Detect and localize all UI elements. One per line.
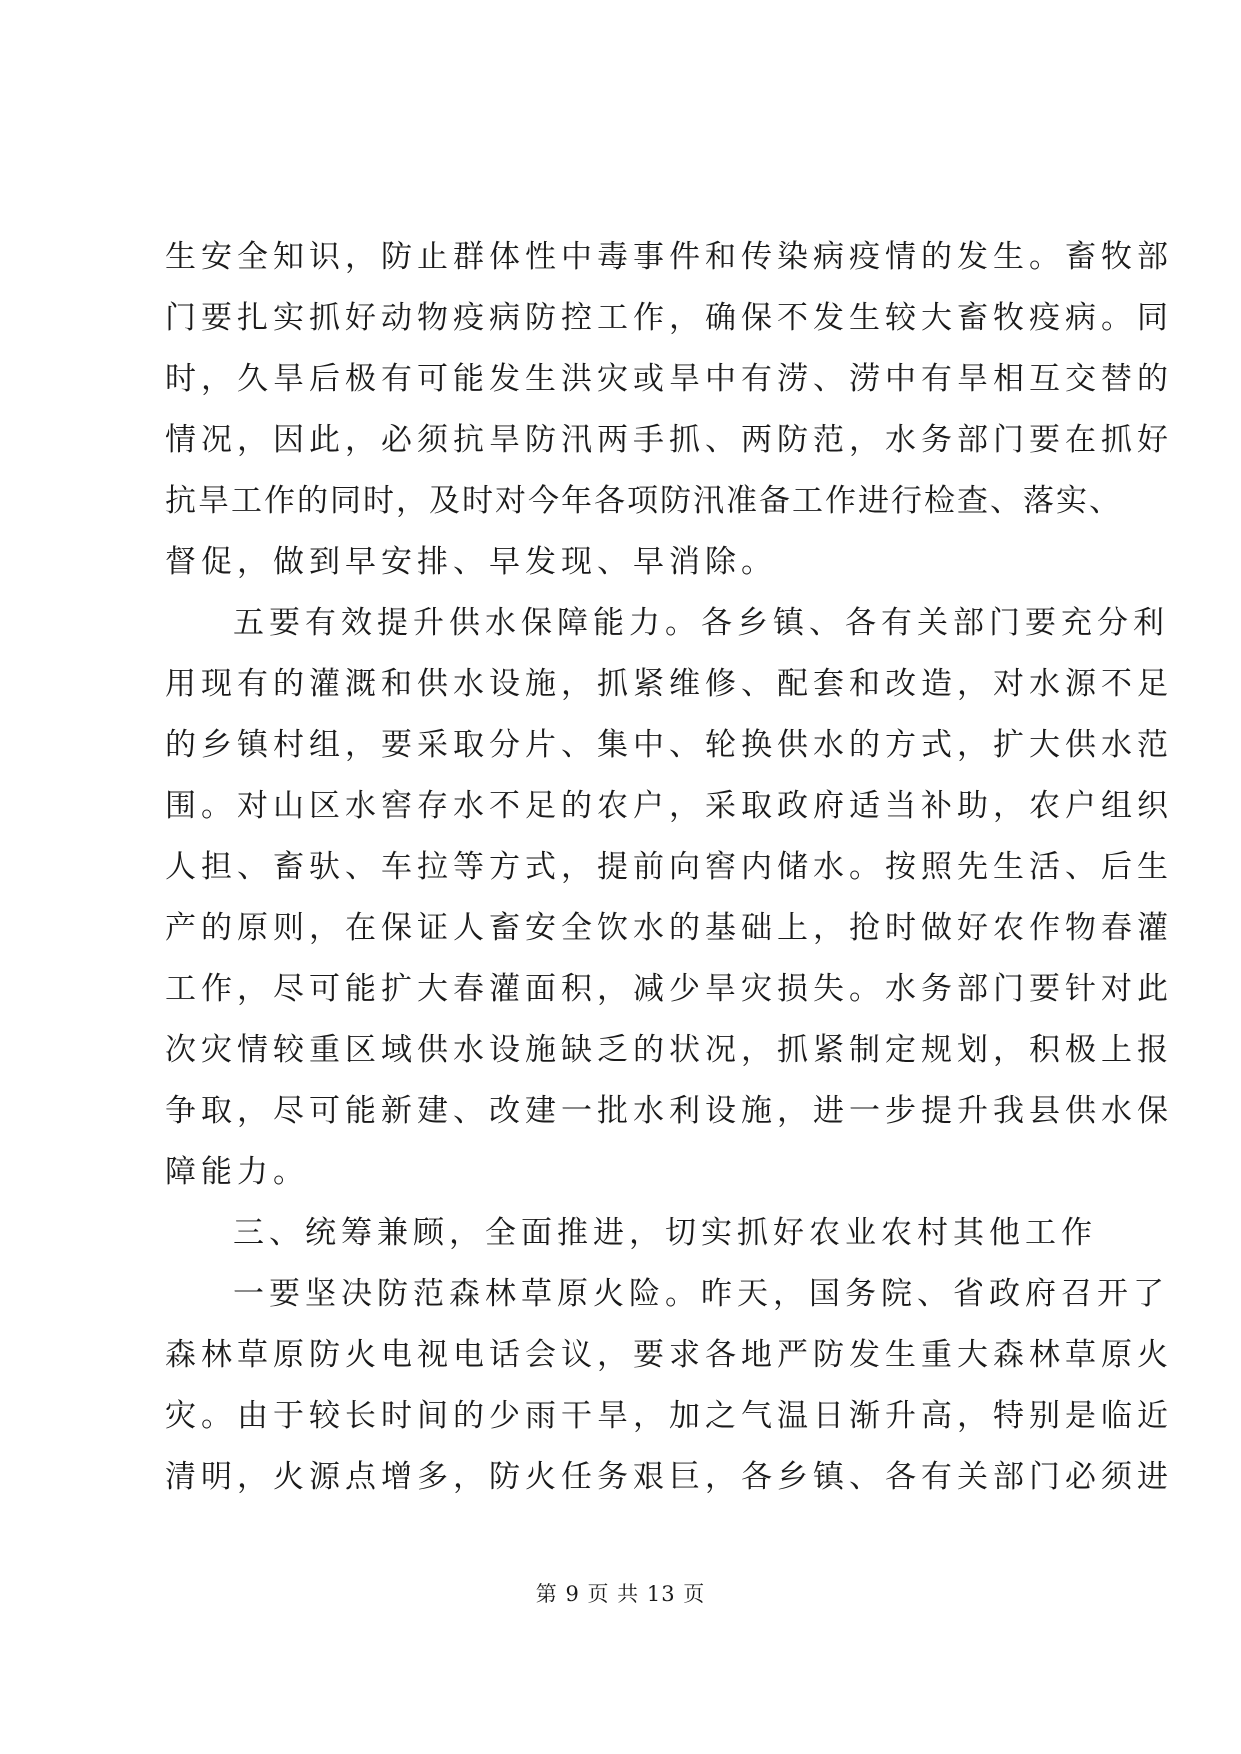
text-line: 用现有的灌溉和供水设施，抓紧维修、配套和改造，对水源不足 xyxy=(165,666,1173,702)
text-line: 督促，做到早安排、早发现、早消除。 xyxy=(165,544,777,580)
text-line: 时，久旱后极有可能发生洪灾或旱中有涝、涝中有旱相互交替的 xyxy=(165,361,1173,397)
text-line: 围。对山区水窖存水不足的农户，采取政府适当补助，农户组织 xyxy=(165,788,1173,824)
text-line: 工作，尽可能扩大春灌面积，减少旱灾损失。水务部门要针对此 xyxy=(165,971,1173,1007)
text-line: 的乡镇村组，要采取分片、集中、轮换供水的方式，扩大供水范 xyxy=(165,727,1173,763)
body-text xyxy=(165,227,1173,1508)
section-heading: 三、统筹兼顾，全面推进，切实抓好农业农村其他工作 xyxy=(233,1215,1097,1251)
text-line: 人担、畜驮、车拉等方式，提前向窖内储水。按照先生活、后生 xyxy=(165,849,1173,885)
text-line: 生安全知识，防止群体性中毒事件和传染病疫情的发生。畜牧部 xyxy=(165,239,1173,275)
paragraph-start-line: 五要有效提升供水保障能力。各乡镇、各有关部门要充分利 xyxy=(233,605,1169,641)
text-line: 清明，火源点增多，防火任务艰巨，各乡镇、各有关部门必须进 xyxy=(165,1459,1173,1495)
text-line: 灾。由于较长时间的少雨干旱，加之气温日渐升高，特别是临近 xyxy=(165,1398,1173,1434)
text-line: 障能力。 xyxy=(165,1154,309,1190)
text-line: 抗旱工作的同时，及时对今年各项防汛准备工作进行检查、落实、 xyxy=(165,483,1122,519)
text-line: 门要扎实抓好动物疫病防控工作，确保不发生较大畜牧疫病。同 xyxy=(165,300,1173,336)
text-line: 次灾情较重区域供水设施缺乏的状况，抓紧制定规划，积极上报 xyxy=(165,1032,1173,1068)
text-line: 情况，因此，必须抗旱防汛两手抓、两防范，水务部门要在抓好 xyxy=(165,422,1173,458)
page-number-footer: 第 9 页 共 13 页 xyxy=(535,1582,706,1606)
text-line: 森林草原防火电视电话会议，要求各地严防发生重大森林草原火 xyxy=(165,1337,1173,1373)
text-line: 产的原则，在保证人畜安全饮水的基础上，抢时做好农作物春灌 xyxy=(165,910,1173,946)
paragraph-start-line: 一要坚决防范森林草原火险。昨天，国务院、省政府召开了 xyxy=(233,1276,1169,1312)
text-line: 争取，尽可能新建、改建一批水利设施，进一步提升我县供水保 xyxy=(165,1093,1173,1129)
